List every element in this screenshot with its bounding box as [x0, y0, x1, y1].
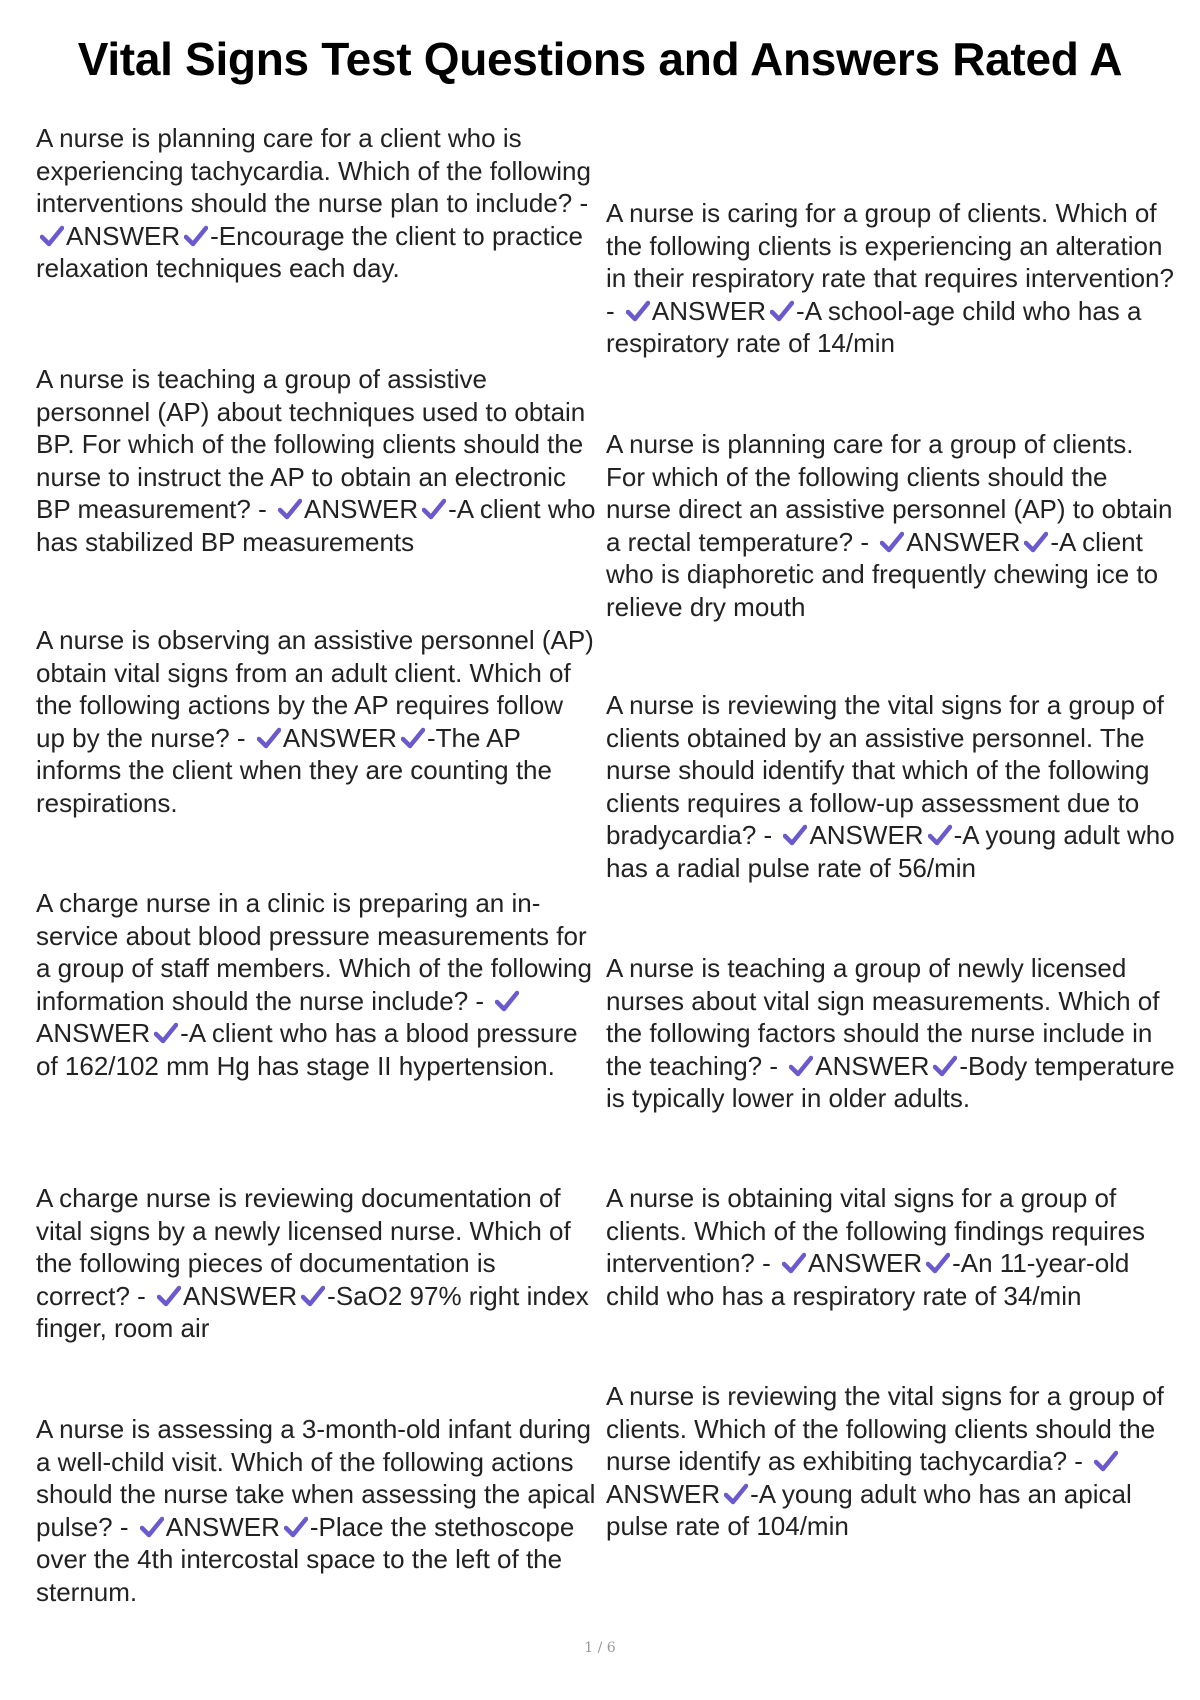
checkmark-icon	[40, 225, 64, 247]
question-text: A nurse is teaching a group of assistive personnel (AP) about techniques used to obtain BP. For which of the following clients should the nurse to instruct the AP to obtain an electronic BP measurement? -	[36, 364, 586, 524]
checkmark-icon	[284, 1516, 308, 1538]
answer-label: ANSWER	[606, 1478, 721, 1509]
answer-label: ANSWER	[165, 1511, 280, 1542]
answer-text: -A client who has a blood pressure of 162/102 mm Hg has stage II hypertension.	[36, 1018, 578, 1081]
checkmark-icon	[257, 727, 281, 749]
qa-item	[36, 122, 596, 285]
question-text: A charge nurse is reviewing documentation of vital signs by a newly licensed nurse. Which of the following pieces of documentation is correct? -	[36, 1183, 571, 1311]
answer-text: -SaO2 97% right index finger, room air	[36, 1280, 589, 1343]
answer-label: ANSWER	[815, 1050, 930, 1081]
answer-text: -A school-age child who has a respiratory rate of 14/min	[606, 295, 1142, 358]
checkmark-icon	[789, 1055, 813, 1077]
answer-label: ANSWER	[66, 220, 181, 251]
document-title: Vital Signs Test Questions and Answers Rated A	[77, 33, 1123, 85]
checkmark-icon	[154, 1022, 178, 1044]
question-text: A nurse is planning care for a group of clients. For which of the following clients should the nurse direct an assistive personnel (AP) to obtain a rectal temperature? -	[606, 429, 1173, 557]
answer-text: -A client who is diaphoretic and frequently chewing ice to relieve dry mouth	[606, 526, 1159, 622]
answer-text: -A client who has stabilized BP measurements	[36, 494, 596, 557]
qa-item	[36, 887, 596, 1082]
checkmark-icon	[626, 300, 650, 322]
checkmark-icon	[933, 1055, 957, 1077]
question-text: A nurse is reviewing the vital signs for a group of clients. Which of the following clients should the nurse identify as exhibiting tachycardia? -	[606, 1381, 1164, 1476]
qa-item	[36, 363, 596, 558]
checkmark-icon	[184, 225, 208, 247]
answer-text: -Encourage the client to practice relaxation techniques each day.	[36, 220, 583, 283]
checkmark-icon	[1094, 1450, 1118, 1472]
qa-item	[606, 1380, 1176, 1543]
checkmark-icon	[926, 1252, 950, 1274]
checkmark-icon	[278, 498, 302, 520]
answer-label: ANSWER	[906, 526, 1021, 557]
checkmark-icon	[157, 1285, 181, 1307]
answer-label: ANSWER	[808, 1248, 923, 1278]
checkmark-icon	[495, 990, 519, 1012]
question-text: A nurse is teaching a group of newly licensed nurses about vital sign measurements. Which of the following factors should the nurse include in the teaching? -	[606, 953, 1160, 1081]
checkmark-icon	[422, 498, 446, 520]
answer-label: ANSWER	[36, 1018, 151, 1048]
checkmark-icon	[770, 300, 794, 322]
answer-label: ANSWER	[651, 295, 767, 326]
answer-text: -The AP informs the client when they are counting the respirations.	[36, 722, 552, 818]
answer-text: -An 11-year-old child who has a respiratory rate of 34/min	[606, 1248, 1130, 1311]
question-text: A nurse is reviewing the vital signs for a group of clients obtained by an assistive personnel. The nurse should identify that which of the following clients requires a follow-up assessment due to bradycardia? -	[606, 690, 1164, 850]
qa-item	[36, 624, 596, 819]
answer-text: -A young adult who has an apical pulse rate of 104/min	[606, 1478, 1132, 1541]
qa-item	[36, 1413, 596, 1608]
question-text: A charge nurse in a clinic is preparing an in-service about blood pressure measurements for a group of staff members. Which of the following information should the nurse include? -	[36, 888, 592, 1016]
answer-text: -Place the stethoscope over the 4th intercostal space to the left of the sternum.	[36, 1511, 575, 1607]
answer-label: ANSWER	[809, 820, 924, 850]
answer-text: -A young adult who has a radial pulse rate of 56/min	[606, 820, 1175, 883]
qa-item	[606, 197, 1176, 360]
checkmark-icon	[140, 1516, 164, 1538]
checkmark-icon	[401, 727, 425, 749]
answer-label: ANSWER	[282, 722, 397, 753]
question-text: A nurse is caring for a group of clients. Which of the following clients is experiencing an alteration in their respiratory rate that requires intervention? -	[606, 198, 1174, 326]
question-text: A nurse is obtaining vital signs for a group of clients. Which of the following findings requires intervention? -	[606, 1183, 1146, 1278]
qa-item	[606, 428, 1176, 623]
checkmark-icon	[880, 531, 904, 553]
page-indicator: 1 / 6	[584, 1640, 616, 1656]
answer-label: ANSWER	[183, 1280, 298, 1311]
question-text: A nurse is assessing a 3-month-old infant during a well-child visit. Which of the following actions should the nurse take when assessing the apical pulse? -	[36, 1414, 596, 1542]
answer-text: -Body temperature is typically lower in older adults.	[606, 1050, 1175, 1113]
question-text: A nurse is planning care for a client who is experiencing tachycardia. Which of the following interventions should the nurse plan to include? -	[36, 123, 591, 218]
checkmark-icon	[1024, 531, 1048, 553]
qa-item	[606, 952, 1176, 1115]
qa-item	[606, 689, 1176, 884]
checkmark-icon	[724, 1483, 748, 1505]
answer-label: ANSWER	[303, 494, 419, 524]
checkmark-icon	[301, 1285, 325, 1307]
qa-item	[36, 1182, 596, 1345]
qa-item	[606, 1182, 1176, 1312]
checkmark-icon	[783, 824, 807, 846]
checkmark-icon	[782, 1252, 806, 1274]
checkmark-icon	[928, 824, 952, 846]
question-text: A nurse is observing an assistive personnel (AP) obtain vital signs from an adult client. Which of the following actions by the AP requires follow up by the nurse? -	[36, 625, 594, 753]
